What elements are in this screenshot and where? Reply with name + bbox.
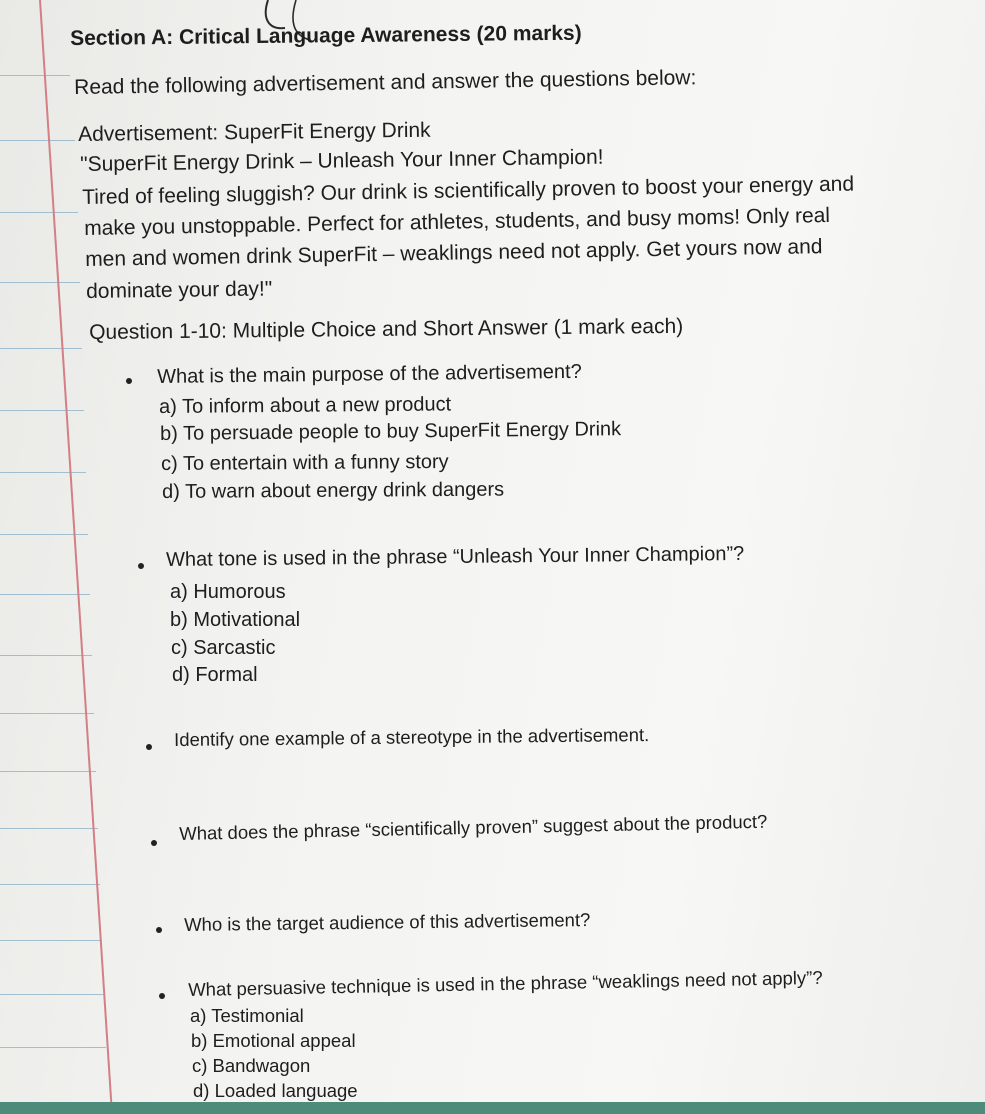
answer-option: b) Motivational bbox=[170, 609, 301, 631]
question-text: What tone is used in the phrase “Unleash Your Inner Champion”? bbox=[166, 542, 745, 571]
question-text: Who is the target audience of this advertisement? bbox=[184, 909, 591, 935]
instructions-text: Read the following advertisement and answer the questions below: bbox=[74, 66, 697, 99]
advertisement-title: Advertisement: SuperFit Energy Drink bbox=[78, 118, 431, 146]
questions-header: Question 1-10: Multiple Choice and Short Answer (1 mark each) bbox=[89, 314, 684, 344]
question-text: What is the main purpose of the advertisement? bbox=[157, 360, 582, 388]
question-text: Identify one example of a stereotype in the advertisement. bbox=[174, 724, 650, 750]
answer-option: a) Testimonial bbox=[190, 1005, 304, 1026]
answer-option: b) Emotional appeal bbox=[191, 1030, 356, 1051]
advertisement-line: Tired of feeling sluggish? Our drink is scientifically proven to boost your energy and bbox=[82, 172, 855, 209]
answer-option: a) To inform about a new product bbox=[159, 393, 452, 418]
question-text: What persuasive technique is used in the phrase “weaklings need not apply”? bbox=[188, 966, 823, 1000]
answer-option: c) Bandwagon bbox=[192, 1055, 311, 1076]
advertisement-line: "SuperFit Energy Drink – Unleash Your Inner Champion! bbox=[80, 145, 604, 176]
answer-option: d) To warn about energy drink dangers bbox=[162, 478, 505, 503]
bullet bbox=[146, 744, 152, 750]
bullet bbox=[156, 927, 162, 933]
question-text: What does the phrase “scientifically proven” suggest about the product? bbox=[179, 810, 768, 844]
advertisement-line: men and women drink SuperFit – weaklings need not apply. Get yours now and bbox=[85, 235, 823, 271]
bullet bbox=[126, 378, 132, 384]
bullet bbox=[138, 563, 144, 569]
answer-option: d) Formal bbox=[172, 664, 258, 686]
surface-edge bbox=[0, 1102, 985, 1114]
answer-option: d) Loaded language bbox=[193, 1080, 358, 1101]
answer-option: c) Sarcastic bbox=[171, 637, 276, 659]
section-title: Section A: Critical Language Awareness (20 marks) bbox=[70, 21, 582, 50]
advertisement-line: dominate your day!" bbox=[86, 277, 273, 303]
bullet bbox=[159, 993, 165, 999]
answer-option: c) To entertain with a funny story bbox=[161, 450, 449, 475]
advertisement-line: make you unstoppable. Perfect for athletes, students, and busy moms! Only real bbox=[84, 203, 831, 240]
answer-option: b) To persuade people to buy SuperFit Energy Drink bbox=[160, 418, 622, 445]
bullet bbox=[151, 840, 157, 846]
answer-option: a) Humorous bbox=[170, 581, 286, 603]
